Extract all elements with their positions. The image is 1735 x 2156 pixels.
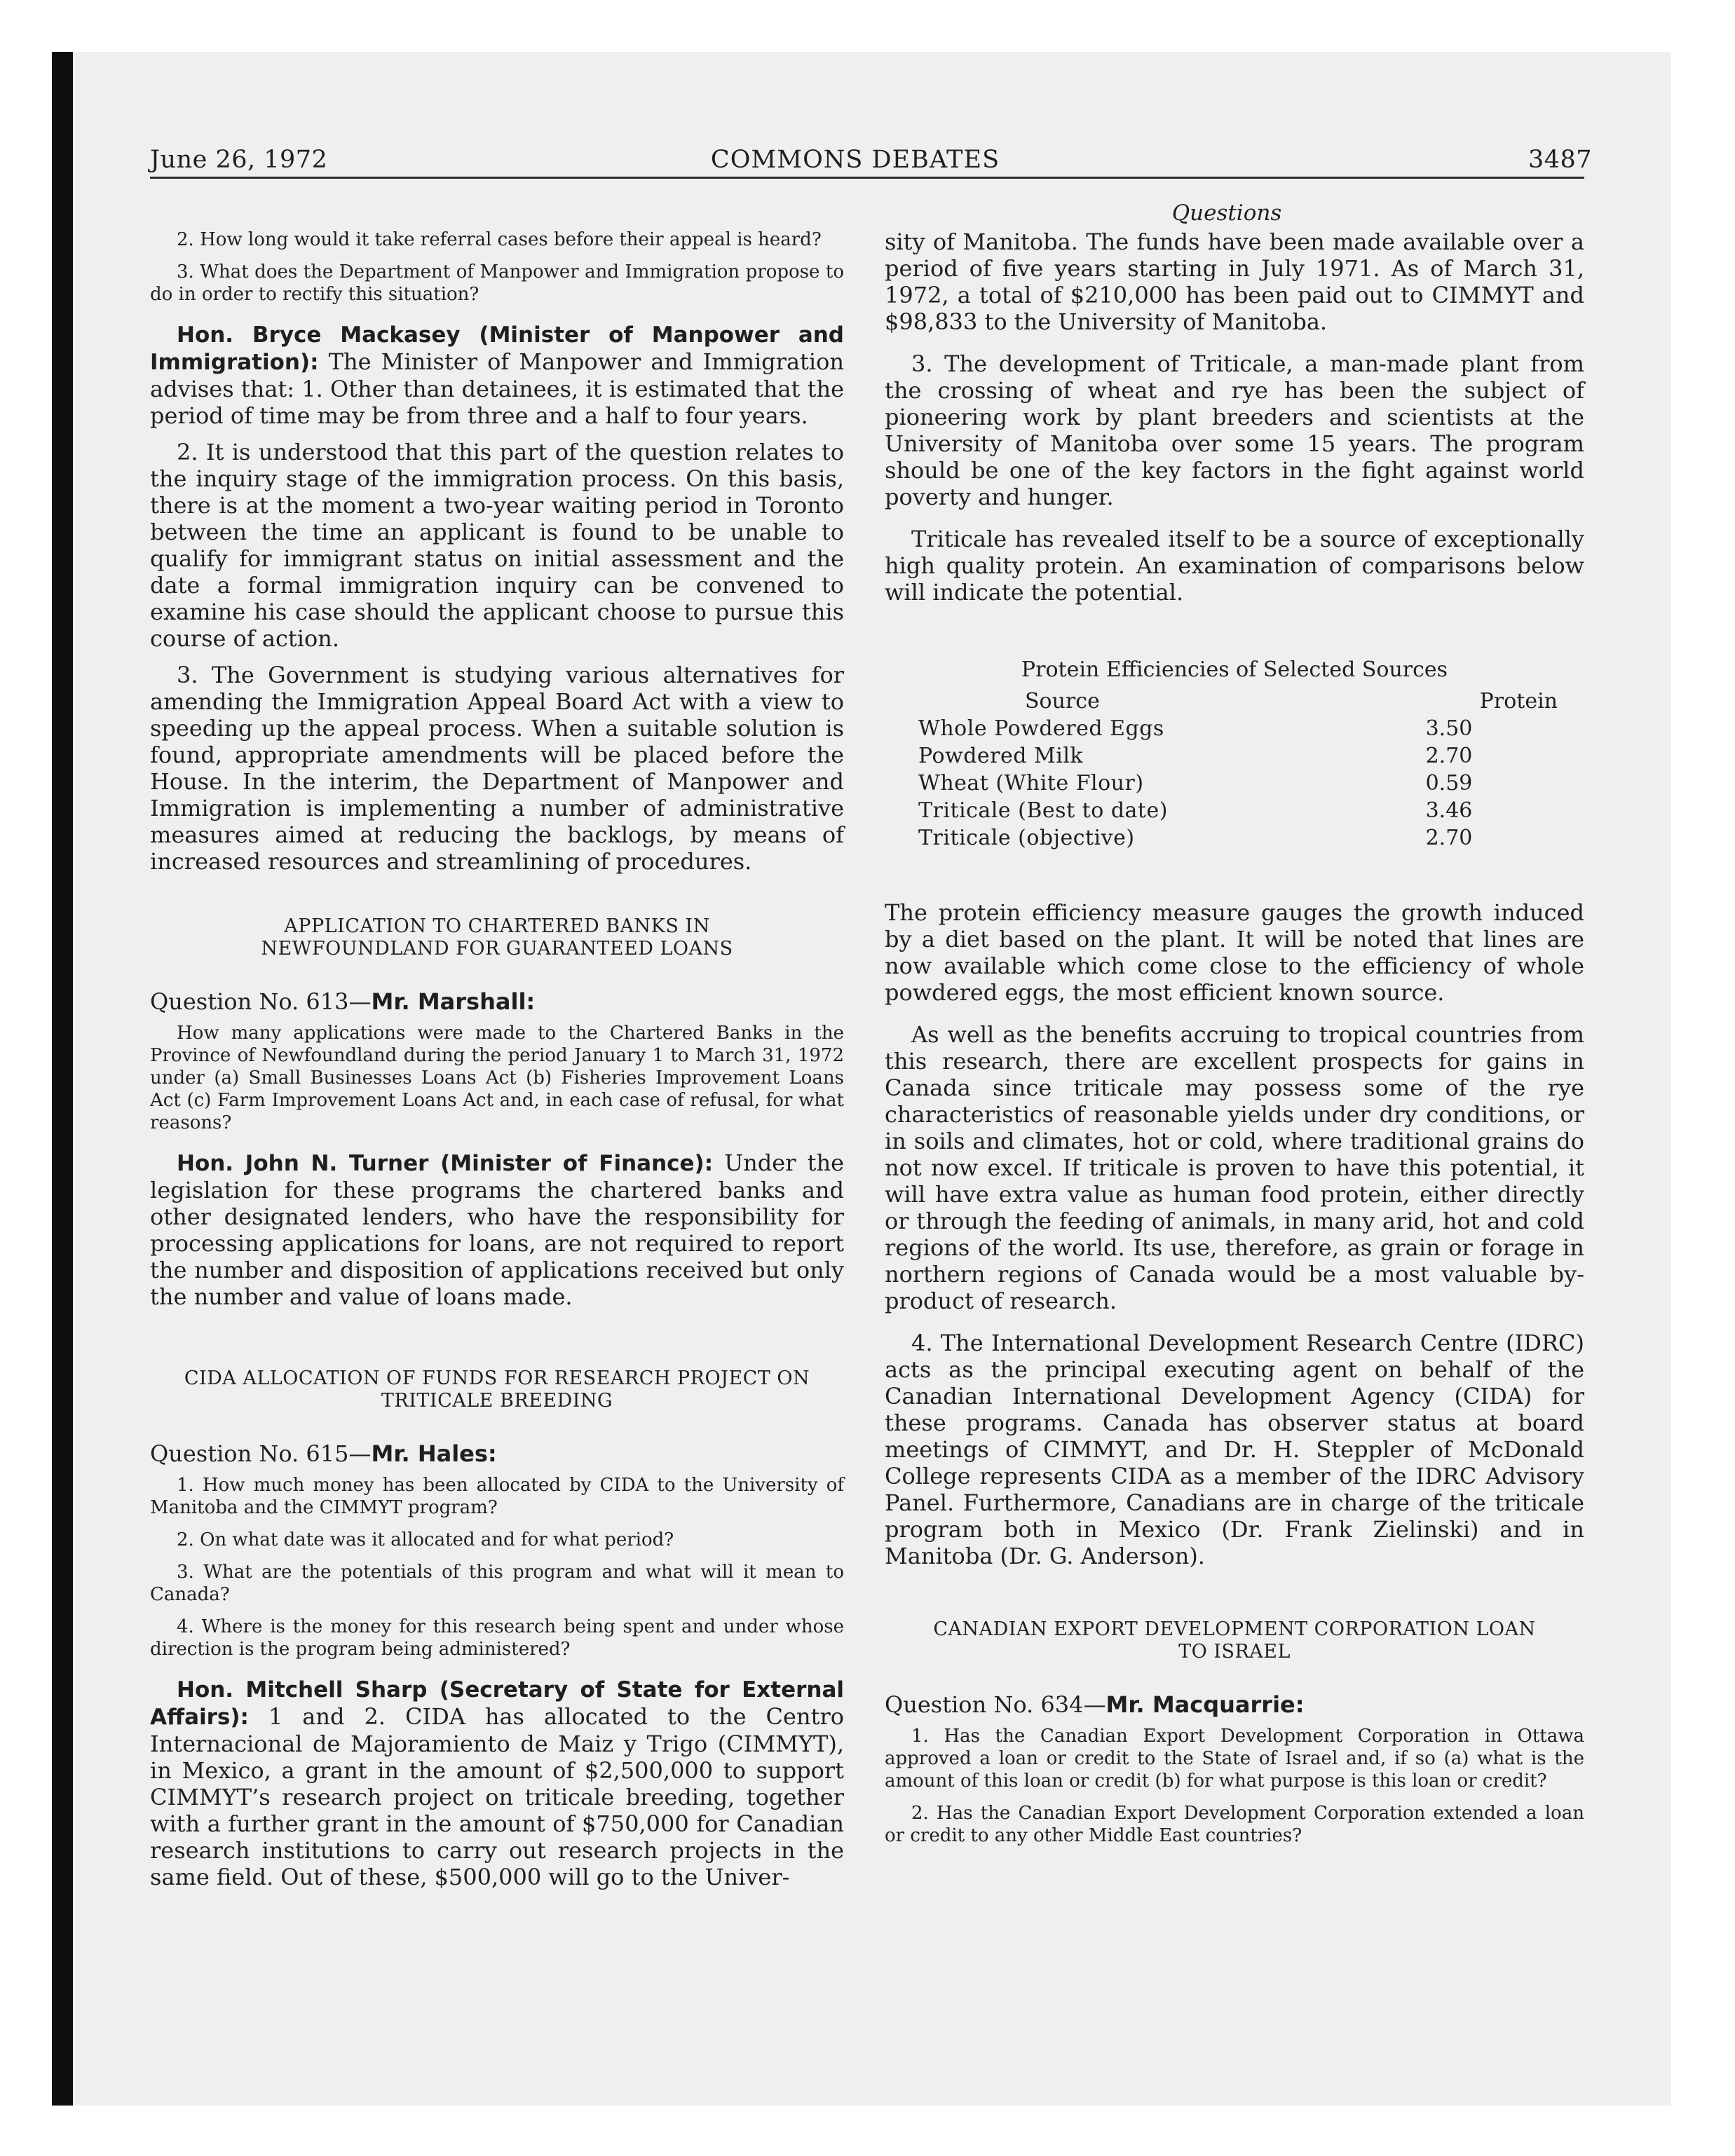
answer-paragraph: 3. The Government is studying various alternatives for amending the Immigration Appeal Board Act with a view to speeding up the appeal process. When a suitable solution is found, appropriate amendments will be placed before the House. In the interim, the Department of Manpower and Immigration is implementing a number of administrative measures aimed at reducing the backlogs, by means of increased resources and streamlining of procedures.	[150, 662, 844, 875]
left-column	[150, 228, 844, 1890]
answer-paragraph	[150, 1676, 844, 1890]
table-row	[885, 742, 1584, 770]
answer-paragraph: sity of Manitoba. The funds have been made available over a period of five years starting in July 1971. As of March 31, 1972, a total of $210,000 has been paid out to CIMMYT and $98,833 to the University of Manitoba.	[885, 228, 1584, 335]
protein-cell: 3.50	[1425, 716, 1473, 741]
table-caption: Protein Efficiencies of Selected Sources	[1021, 657, 1448, 682]
question-text: 1. Has the Canadian Export Development Corporation in Ottawa approved a loan or credit to the State of Israel and, if so (a) what is the amount of this loan or credit (b) for what purpose is this loan or credit?	[885, 1726, 1584, 1792]
question-number: Question No. 634—Mr. Macquarrie:	[885, 1691, 1305, 1718]
question-text: How many applications were made to the Chartered Banks in the Province of Newfoundland during the period January 1 to March 31, 1972 under (a) Small Businesses Loans Act (b) Fisheries Improvement Loans Act (c) Farm Improvement Loans Act and, in each case of refusal, for what reasons?	[150, 1023, 844, 1133]
answer-paragraph: 2. It is understood that this part of the question relates to the inquiry stage of the immigration process. On this basis, there is at the moment a two-year waiting period in Toronto between the time an applicant is found to be unable to qualify for immigrant status on initial assessment and the date a formal immigration inquiry can be convened to examine his case should the applicant choose to pursue this course of action.	[150, 439, 844, 652]
speaker-name: Hon. Mitchell Sharp (Secretary of State for External Affairs):	[150, 1677, 844, 1730]
table-row	[885, 797, 1584, 824]
protein-cell: 2.70	[1425, 826, 1473, 850]
member-name: Mr. Marshall:	[371, 988, 536, 1015]
section-heading: APPLICATION TO CHARTERED BANKS IN NEWFOUNDLAND FOR GUARANTEED LOANS	[261, 915, 733, 960]
protein-cell: 3.46	[1425, 798, 1473, 823]
question-text: 3. What are the potentials of this program and what will it mean to Canada?	[150, 1562, 844, 1605]
table-row	[885, 770, 1584, 797]
question-number: Question No. 615—Mr. Hales:	[150, 1440, 497, 1467]
member-name: Mr. Macquarrie:	[1105, 1691, 1305, 1718]
source-cell: Wheat (White Flour)	[918, 771, 1144, 796]
protein-table	[885, 656, 1584, 852]
protein-cell: 0.59	[1425, 771, 1473, 796]
header-page-number: 3487	[1528, 146, 1593, 174]
question-text: 2. Has the Canadian Export Development Corporation extended a loan or credit to any other Middle East countries?	[885, 1803, 1584, 1846]
question-text: 4. Where is the money for this research being spent and under whose direction is the program being administered?	[150, 1616, 844, 1660]
member-name: Mr. Hales:	[371, 1440, 497, 1467]
column-header-protein: Protein	[1479, 689, 1558, 714]
source-cell: Whole Powdered Eggs	[918, 716, 1164, 741]
question-text: 3. What does the Department of Manpower and Immigration propose to do in order to rectify this situation?	[150, 261, 844, 305]
table-row	[885, 715, 1584, 742]
answer-text: The Minister of Manpower and Immigration advises that: 1. Other than detainees, it is estimated that the period of time may be from three and a half to four years.	[150, 348, 844, 429]
speaker-name: Hon. John N. Turner (Minister of Finance):	[177, 1151, 714, 1176]
answer-paragraph: 3. The development of Triticale, a man-made plant from the crossing of wheat and rye has been the subject of pioneering work by plant breeders and scientists at the University of Manitoba over some 15 years. The program should be one of the key factors in the fight against world poverty and hunger.	[885, 350, 1584, 510]
source-cell: Triticale (Best to date)	[918, 798, 1168, 823]
column-header-source: Source	[1025, 689, 1100, 714]
answer-text: Under the legislation for these programs the chartered banks and other designated lenders, who have the responsibility for processing applications for loans, are not required to report the number and disposition of applications received but only the number and value of loans made.	[150, 1149, 845, 1310]
speaker-name: Hon. Bryce Mackasey (Minister of Manpower and Immigration):	[150, 322, 844, 375]
question-text: 2. How long would it take referral cases before their appeal is heard?	[177, 229, 822, 250]
answer-text: 1 and 2. CIDA has allocated to the Centro Internacional de Majoramiento de Maiz y Trigo (CIMMYT), in Mexico, a grant in the amount of $2,500,000 to support CIMMYT’s research project on triticale breeding, together with a further grant in the amount of $750,000 for Canadian research institutions to carry out research projects in the same field. Out of these, $500,000 will go to the Univer-	[150, 1703, 844, 1890]
header-title: COMMONS DEBATES	[710, 146, 1000, 174]
scan-border	[52, 52, 73, 2106]
answer-paragraph	[150, 321, 844, 429]
question-text: 1. How much money has been allocated by CIDA to the University of Manitoba and the CIMMYT program?	[150, 1475, 844, 1518]
section-heading: CIDA ALLOCATION OF FUNDS FOR RESEARCH PROJECT ON TRITICALE BREEDING	[184, 1367, 810, 1412]
question-number: Question No. 613—Mr. Marshall:	[150, 988, 536, 1015]
right-column	[885, 228, 1584, 1847]
header-subtitle: Questions	[1171, 200, 1282, 226]
section-heading: CANADIAN EXPORT DEVELOPMENT CORPORATION LOAN TO ISRAEL	[933, 1618, 1536, 1663]
table-header-row	[885, 688, 1584, 715]
answer-paragraph: The protein efficiency measure gauges the growth induced by a diet based on the plant. It will be noted that lines are now available which come close to the efficiency of whole powdered eggs, the most efficient known source.	[885, 899, 1584, 1006]
source-cell: Powdered Milk	[918, 744, 1084, 768]
header-date: June 26, 1972	[150, 146, 328, 174]
header-rule	[150, 177, 1584, 179]
question-text: 2. On what date was it allocated and for what period?	[177, 1529, 674, 1550]
source-cell: Triticale (objective)	[918, 826, 1135, 850]
table-row	[885, 824, 1584, 852]
answer-paragraph: 4. The International Development Research Centre (IDRC) acts as the principal executing agent on behalf of the Canadian International Development Agency (CIDA) for these programs. Canada has observer status at board meetings of CIMMYT, and Dr. H. Steppler of McDonald College represents CIDA as a member of the IDRC Advisory Panel. Furthermore, Canadians are in charge of the triticale program both in Mexico (Dr. Frank Zielinski) and in Manitoba (Dr. G. Anderson).	[885, 1330, 1584, 1569]
answer-paragraph: As well as the benefits accruing to tropical countries from this research, there are excellent prospects for gains in Canada since triticale may possess some of the rye characteristics of reasonable yields under dry conditions, or in soils and climates, hot or cold, where traditional grains do not now excel. If triticale is proven to have this potential, it will have extra value as human food protein, either directly or through the feeding of animals, in many arid, hot and cold regions of the world. Its use, therefore, as grain or forage in northern regions of Canada would be a most valuable by-product of research.	[885, 1021, 1584, 1314]
answer-paragraph: Triticale has revealed itself to be a source of exceptionally high quality protein. An examination of comparisons below will indicate the potential.	[885, 526, 1584, 606]
protein-cell: 2.70	[1425, 744, 1473, 768]
answer-paragraph	[150, 1149, 844, 1310]
